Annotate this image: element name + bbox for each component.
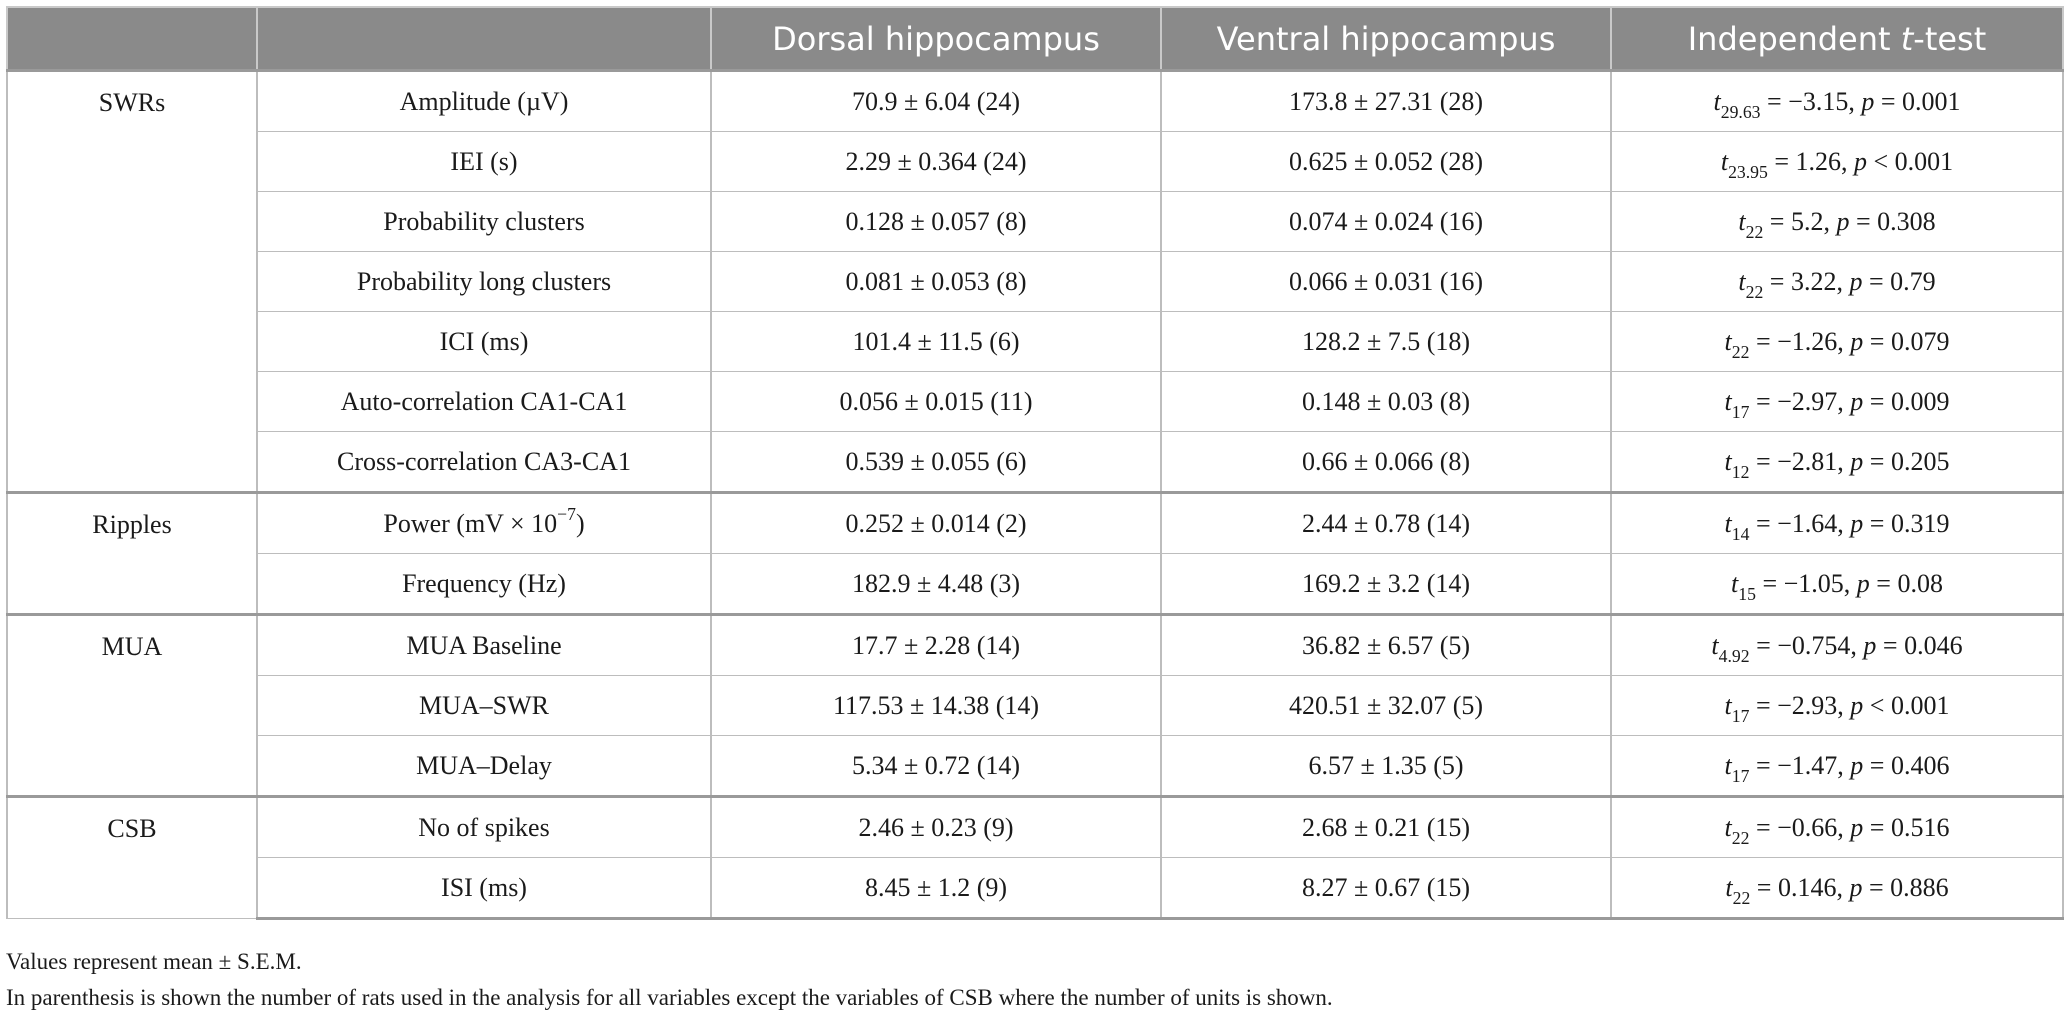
ttest-cell	[1611, 132, 2063, 192]
t-value: = 3.22,	[1763, 266, 1850, 296]
variable-cell: ICI (ms)	[257, 312, 711, 372]
p-symbol: p	[1850, 508, 1864, 538]
header-ttest-pre: Independent	[1687, 19, 1901, 58]
group-label-csb: CSB	[7, 797, 257, 919]
ventral-cell: 173.8 ± 27.31 (28)	[1161, 71, 1611, 132]
p-value: = 0.205	[1863, 446, 1950, 476]
table-footnotes	[6, 944, 1333, 1016]
ttest-cell	[1611, 71, 2063, 132]
variable-cell: MUA Baseline	[257, 615, 711, 676]
header-dorsal: Dorsal hippocampus	[711, 7, 1161, 71]
variable-cell: MUA–Delay	[257, 736, 711, 797]
ventral-cell: 2.68 ± 0.21 (15)	[1161, 797, 1611, 858]
t-symbol: t	[1711, 630, 1719, 660]
header-ventral: Ventral hippocampus	[1161, 7, 1611, 71]
variable-cell	[257, 493, 711, 554]
results-table	[6, 6, 2064, 920]
header-variable-cell	[257, 7, 711, 71]
table-row	[7, 493, 2063, 554]
ventral-cell: 8.27 ± 0.67 (15)	[1161, 858, 1611, 919]
p-symbol: p	[1850, 812, 1864, 842]
ventral-cell: 6.57 ± 1.35 (5)	[1161, 736, 1611, 797]
table-row	[7, 797, 2063, 858]
variable-exponent: −7	[557, 504, 576, 525]
footnote-mean-sem: Values represent mean ± S.E.M.	[6, 949, 302, 974]
p-value: = 0.308	[1849, 206, 1936, 236]
variable-cell: MUA–SWR	[257, 676, 711, 736]
dorsal-cell: 0.081 ± 0.053 (8)	[711, 252, 1161, 312]
table-header	[7, 7, 2063, 71]
dorsal-cell: 2.46 ± 0.23 (9)	[711, 797, 1161, 858]
t-symbol: t	[1724, 690, 1732, 720]
p-value: = 0.009	[1863, 386, 1950, 416]
p-value: = 0.886	[1862, 872, 1949, 902]
header-ttest-t: t	[1900, 19, 1914, 58]
dorsal-cell: 117.53 ± 14.38 (14)	[711, 676, 1161, 736]
dorsal-cell: 8.45 ± 1.2 (9)	[711, 858, 1161, 919]
ventral-cell: 36.82 ± 6.57 (5)	[1161, 615, 1611, 676]
ttest-cell	[1611, 493, 2063, 554]
dorsal-cell: 0.252 ± 0.014 (2)	[711, 493, 1161, 554]
degrees-of-freedom: 22	[1745, 222, 1764, 243]
t-symbol: t	[1713, 86, 1721, 116]
t-symbol: t	[1720, 146, 1729, 176]
degrees-of-freedom: 23.95	[1728, 162, 1768, 183]
t-value: = −1.26,	[1749, 326, 1851, 356]
p-value: < 0.001	[1863, 690, 1950, 720]
t-value: = −2.93,	[1749, 690, 1851, 720]
dorsal-cell: 101.4 ± 11.5 (6)	[711, 312, 1161, 372]
degrees-of-freedom: 22	[1731, 828, 1750, 849]
header-ttest	[1611, 7, 2063, 71]
ttest-cell	[1611, 312, 2063, 372]
dorsal-cell: 5.34 ± 0.72 (14)	[711, 736, 1161, 797]
p-symbol: p	[1854, 146, 1867, 176]
dorsal-cell: 0.539 ± 0.055 (6)	[711, 432, 1161, 493]
t-value: = −2.81,	[1749, 446, 1851, 476]
variable-cell: Probability long clusters	[257, 252, 711, 312]
p-value: = 0.001	[1874, 86, 1961, 116]
variable-pre: Power (mV × 10	[383, 508, 558, 538]
p-symbol: p	[1863, 630, 1877, 660]
ttest-cell	[1611, 797, 2063, 858]
variable-cell: ISI (ms)	[257, 858, 711, 919]
table-row	[7, 736, 2063, 797]
ventral-cell: 2.44 ± 0.78 (14)	[1161, 493, 1611, 554]
ventral-cell: 169.2 ± 3.2 (14)	[1161, 554, 1611, 615]
ventral-cell: 420.51 ± 32.07 (5)	[1161, 676, 1611, 736]
p-value: = 0.08	[1869, 568, 1943, 598]
dorsal-cell: 70.9 ± 6.04 (24)	[711, 71, 1161, 132]
dorsal-cell: 17.7 ± 2.28 (14)	[711, 615, 1161, 676]
t-value: = −3.15,	[1760, 86, 1862, 116]
table-row	[7, 858, 2063, 919]
p-symbol: p	[1850, 750, 1864, 780]
p-symbol: p	[1836, 206, 1850, 236]
t-symbol: t	[1725, 872, 1733, 902]
degrees-of-freedom: 17	[1731, 766, 1750, 787]
t-value: = 0.146,	[1750, 872, 1850, 902]
p-value: = 0.406	[1863, 750, 1950, 780]
t-value: = −0.66,	[1749, 812, 1851, 842]
table-row	[7, 432, 2063, 493]
table-row	[7, 192, 2063, 252]
footnote-sample-size: In parenthesis is shown the number of rats used in the analysis for all variables except the variables of CSB where the number of units is shown.	[6, 985, 1333, 1010]
t-value: = −1.47,	[1749, 750, 1851, 780]
variable-cell: Auto-correlation CA1-CA1	[257, 372, 711, 432]
group-label-swrs: SWRs	[7, 71, 257, 493]
variable-cell: Cross-correlation CA3-CA1	[257, 432, 711, 493]
degrees-of-freedom: 17	[1731, 402, 1750, 423]
ventral-cell: 0.074 ± 0.024 (16)	[1161, 192, 1611, 252]
table-row	[7, 554, 2063, 615]
degrees-of-freedom: 15	[1738, 584, 1756, 605]
table-row	[7, 252, 2063, 312]
t-value: = −0.754,	[1749, 630, 1864, 660]
ttest-cell	[1611, 676, 2063, 736]
t-value: = −2.97,	[1749, 386, 1851, 416]
ttest-cell	[1611, 192, 2063, 252]
p-value: = 0.319	[1863, 508, 1950, 538]
t-symbol: t	[1724, 812, 1732, 842]
variable-cell: Probability clusters	[257, 192, 711, 252]
p-symbol: p	[1850, 326, 1864, 356]
group-label-mua: MUA	[7, 615, 257, 797]
ttest-cell	[1611, 432, 2063, 493]
p-symbol: p	[1849, 266, 1863, 296]
table-row	[7, 615, 2063, 676]
degrees-of-freedom: 14	[1731, 524, 1750, 545]
ventral-cell: 0.148 ± 0.03 (8)	[1161, 372, 1611, 432]
t-symbol: t	[1724, 446, 1732, 476]
t-symbol: t	[1738, 206, 1746, 236]
ventral-cell: 0.066 ± 0.031 (16)	[1161, 252, 1611, 312]
table-row	[7, 676, 2063, 736]
variable-cell: Amplitude (µV)	[257, 71, 711, 132]
variable-cell: IEI (s)	[257, 132, 711, 192]
table-row	[7, 71, 2063, 132]
p-value: = 0.079	[1863, 326, 1950, 356]
dorsal-cell: 2.29 ± 0.364 (24)	[711, 132, 1161, 192]
p-value: < 0.001	[1867, 146, 1954, 176]
degrees-of-freedom: 4.92	[1718, 646, 1750, 667]
results-table-container	[6, 6, 2062, 920]
ttest-cell	[1611, 554, 2063, 615]
degrees-of-freedom: 12	[1731, 462, 1750, 483]
degrees-of-freedom: 17	[1731, 706, 1750, 727]
t-symbol: t	[1724, 750, 1732, 780]
p-value: = 0.046	[1876, 630, 1963, 660]
ventral-cell: 0.625 ± 0.052 (28)	[1161, 132, 1611, 192]
header-ttest-post: -test	[1913, 19, 1987, 58]
dorsal-cell: 182.9 ± 4.48 (3)	[711, 554, 1161, 615]
p-value: = 0.79	[1862, 266, 1936, 296]
degrees-of-freedom: 22	[1745, 282, 1764, 303]
ventral-cell: 0.66 ± 0.066 (8)	[1161, 432, 1611, 493]
p-symbol: p	[1850, 690, 1864, 720]
p-symbol: p	[1850, 386, 1864, 416]
t-symbol: t	[1738, 266, 1746, 296]
t-symbol: t	[1724, 386, 1732, 416]
ttest-cell	[1611, 858, 2063, 919]
header-row	[7, 7, 2063, 71]
ttest-cell	[1611, 252, 2063, 312]
degrees-of-freedom: 22	[1732, 888, 1751, 909]
p-symbol: p	[1856, 568, 1870, 598]
ttest-cell	[1611, 615, 2063, 676]
t-value: = −1.05,	[1755, 568, 1857, 598]
variable-cell: No of spikes	[257, 797, 711, 858]
degrees-of-freedom: 22	[1731, 342, 1750, 363]
ttest-cell	[1611, 372, 2063, 432]
group-label-ripples: Ripples	[7, 493, 257, 615]
ventral-cell: 128.2 ± 7.5 (18)	[1161, 312, 1611, 372]
table-row	[7, 132, 2063, 192]
table-row	[7, 312, 2063, 372]
t-value: = 1.26,	[1767, 146, 1854, 176]
p-symbol: p	[1861, 86, 1875, 116]
variable-cell: Frequency (Hz)	[257, 554, 711, 615]
degrees-of-freedom: 29.63	[1720, 102, 1761, 123]
variable-post: )	[575, 508, 585, 538]
table-row	[7, 372, 2063, 432]
t-symbol: t	[1724, 508, 1732, 538]
dorsal-cell: 0.056 ± 0.015 (11)	[711, 372, 1161, 432]
p-value: = 0.516	[1863, 812, 1950, 842]
t-value: = −1.64,	[1749, 508, 1851, 538]
ttest-cell	[1611, 736, 2063, 797]
header-group-cell	[7, 7, 257, 71]
t-symbol: t	[1731, 568, 1739, 598]
t-symbol: t	[1724, 326, 1732, 356]
t-value: = 5.2,	[1763, 206, 1837, 236]
p-symbol: p	[1849, 872, 1863, 902]
p-symbol: p	[1850, 446, 1864, 476]
table-body	[7, 71, 2063, 919]
dorsal-cell: 0.128 ± 0.057 (8)	[711, 192, 1161, 252]
